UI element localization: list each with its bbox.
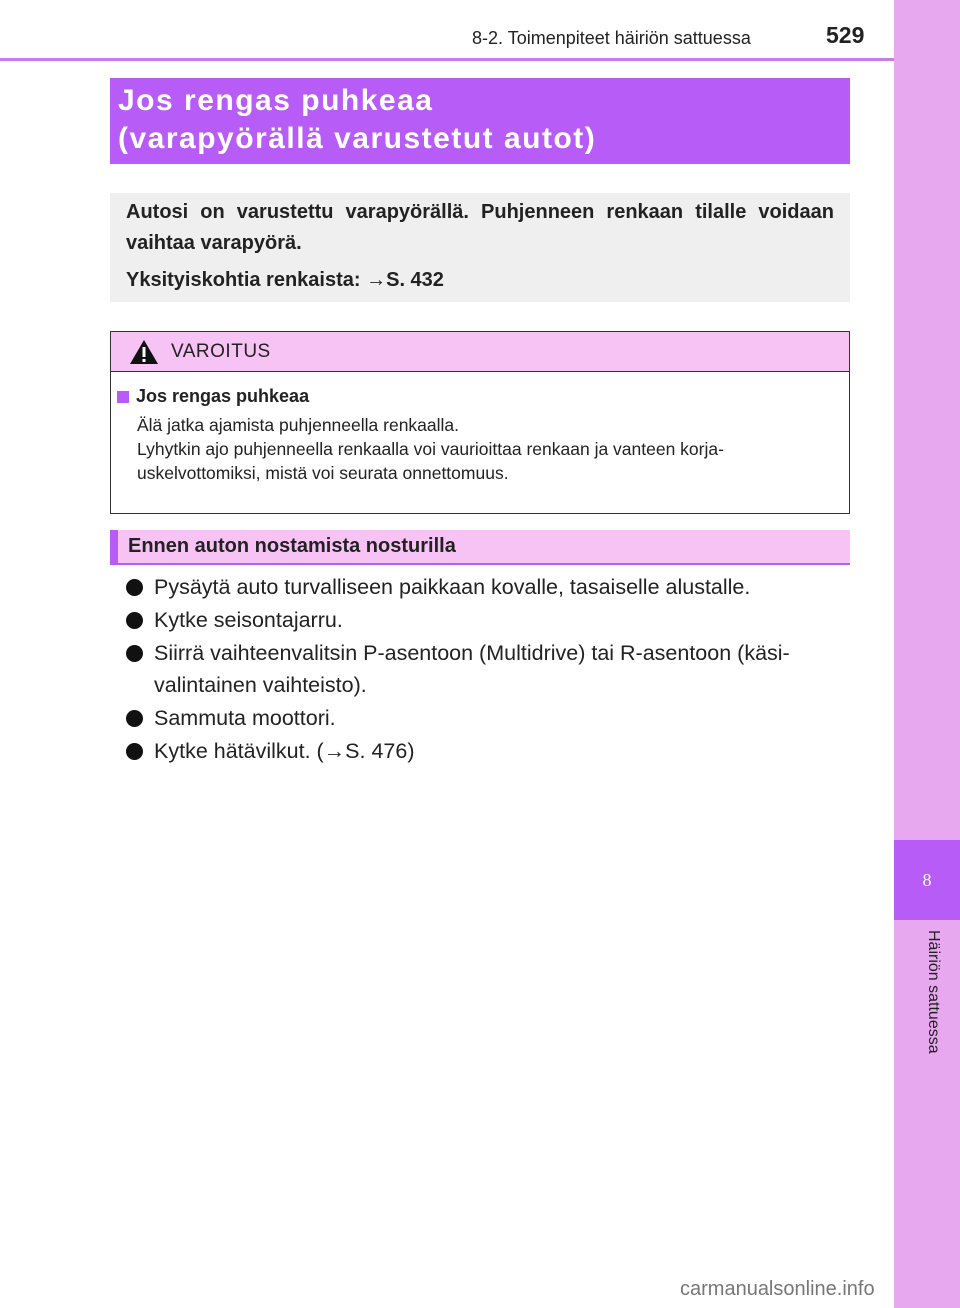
bullet-dot-icon bbox=[126, 710, 143, 727]
warning-triangle-icon bbox=[129, 339, 159, 365]
watermark: carmanualsonline.info bbox=[680, 1278, 875, 1300]
list-item: Pysäytä auto turvalliseen paikkaan kovalle, tasaiselle alustalle. bbox=[126, 571, 850, 603]
page-header bbox=[0, 0, 894, 60]
bullet-dot-icon bbox=[126, 579, 143, 596]
bullet-dot-icon bbox=[126, 743, 143, 760]
page-title-line-2: (varapyörällä varustetut autot) bbox=[118, 122, 597, 155]
warning-subheading-text: Jos rengas puhkeaa bbox=[136, 386, 310, 406]
list-item: Siirrä vaihteenvalitsin P-asentoon (Multidrive) tai R-asentoon (käsi-valintainen vaihteisto). bbox=[126, 637, 850, 701]
warning-text-line: uskelvottomiksi, mistä voi seurata onnettomuus. bbox=[137, 463, 509, 483]
page-title-box bbox=[110, 78, 850, 164]
chapter-side-tab bbox=[894, 0, 960, 1308]
header-divider bbox=[0, 58, 894, 61]
list-item: Sammuta moottori. bbox=[126, 702, 850, 734]
page-number: 529 bbox=[826, 22, 865, 48]
intro-box bbox=[110, 193, 850, 302]
intro-reference: Yksityiskohtia renkaista: →S. 432 bbox=[126, 269, 444, 291]
bullet-dot-icon bbox=[126, 612, 143, 629]
warning-text bbox=[137, 413, 837, 485]
square-bullet-icon bbox=[117, 391, 129, 403]
warning-body bbox=[111, 372, 849, 485]
chapter-number: 8 bbox=[894, 840, 960, 920]
warning-subheading bbox=[117, 386, 837, 407]
section-heading: Ennen auton nostamista nosturilla bbox=[128, 535, 456, 557]
intro-text: Autosi on varustettu varapyörällä. Puhjenneen renkaan tilalle voidaan vaihtaa varapyörä. bbox=[126, 201, 834, 254]
section-heading-box bbox=[110, 530, 850, 565]
bullet-dot-icon bbox=[126, 645, 143, 662]
list-item: Kytke seisontajarru. bbox=[126, 604, 850, 636]
warning-text-line: Lyhytkin ajo puhjenneella renkaalla voi vaurioittaa renkaan ja vanteen korja- bbox=[137, 439, 724, 459]
page-title-line-1: Jos rengas puhkeaa bbox=[118, 84, 434, 117]
chapter-label: Häiriön sattuessa bbox=[925, 930, 942, 1054]
warning-text-line: Älä jatka ajamista puhjenneella renkaalla. bbox=[137, 415, 460, 435]
header-section-title: 8-2. Toimenpiteet häiriön sattuessa bbox=[472, 28, 751, 48]
instruction-list bbox=[126, 571, 850, 768]
warning-header bbox=[111, 332, 849, 372]
warning-box bbox=[110, 331, 850, 514]
list-item: Kytke hätävilkut. (→S. 476) bbox=[126, 735, 850, 767]
warning-heading: VAROITUS bbox=[171, 340, 271, 362]
